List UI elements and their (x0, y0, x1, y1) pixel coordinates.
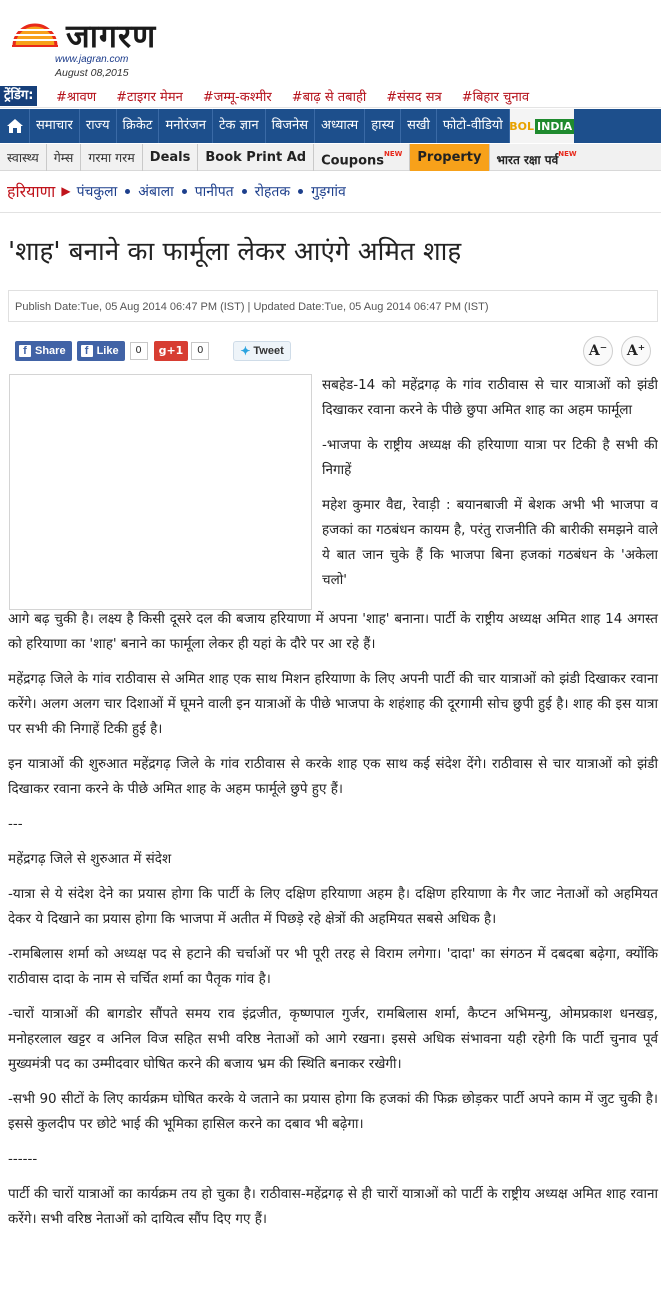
nav-item-photo-video[interactable]: फोटो-वीडियो (437, 109, 510, 143)
home-button[interactable] (0, 109, 30, 143)
trending-item[interactable]: #जम्मू-कश्मीर (202, 90, 272, 105)
article-subheading: महेंद्रगढ़ जिले से शुरुआत में संदेश (8, 851, 172, 867)
article-paragraph: -रामबिलास शर्मा को अध्यक्ष पद से हटाने की चर्चाओं पर भी पूरी तरह से विराम लगेगा। 'दादा' का संगठन में दबदबा बढ़ेगा, क्योंकि राठीवास दादा के नाम से चर्चित शर्मा का पैतृक गांव है। (8, 946, 658, 987)
twitter-bird-icon: ✦ (240, 344, 251, 358)
article-body (8, 607, 658, 1242)
subnav-item-bharat-raksha[interactable] (490, 144, 584, 171)
new-badge: NEW (384, 149, 403, 158)
nav-item-tech[interactable]: टेक ज्ञान (213, 109, 266, 143)
new-badge: NEW (558, 149, 577, 158)
site-url[interactable]: www.jagran.com (55, 54, 129, 65)
home-icon (6, 118, 24, 134)
article-paragraph: -यात्रा से ये संदेश देने का प्रयास होगा कि पार्टी के लिए दक्षिण हरियाणा अहम है। दक्षिण हरियाणा के गैर जाट नेताओं को अहमियत देकर ये दिखाने का प्रयास होगा कि भाजपा में अतीत में पिछड़े रहे क्षेत्रों की अहमियत सबसे अधिक है। (8, 886, 658, 927)
breadcrumb (7, 179, 346, 203)
main-nav (0, 109, 661, 143)
trending-item[interactable]: #बिहार चुनाव (461, 90, 530, 105)
nav-item-cricket[interactable]: क्रिकेट (117, 109, 160, 143)
site-date: August 08,2015 (55, 67, 129, 79)
trending-label: ट्रेंडिंग: (0, 86, 37, 106)
breadcrumb-city[interactable]: पानीपत (194, 183, 234, 200)
nav-item-business[interactable]: बिजनेस (266, 109, 315, 143)
article-paragraph: महेंद्रगढ़ जिले के गांव राठीवास से अमित शाह एक साथ मिशन हरियाणा के लिए अपनी पार्टी की चार यात्राओं को झंडी दिखाकर रवाना करेंगे। अलग अलग चार दिशाओं में घूमने वाली इन यात्राओं के पीछे भाजपा के शहंशाह की दूरगामी सोच छुपी हुई है। शाह की इस यात्रा पर सभी की निगाहें टिकी हुई है। (8, 671, 658, 737)
nav-item-samachar[interactable]: समाचार (30, 109, 80, 143)
bharat-label: भारत रक्षा पर्व (496, 152, 559, 167)
nav-item-hasya[interactable]: हास्य (365, 109, 401, 143)
bolindia-bol: BOL (509, 119, 535, 133)
nav-item-sakhi[interactable]: सखी (401, 109, 437, 143)
font-decrease-button[interactable]: A⁻ (583, 336, 613, 366)
facebook-like-button[interactable] (77, 341, 125, 361)
bullet-icon (298, 189, 303, 194)
facebook-share-button[interactable] (15, 341, 72, 361)
google-plus-button[interactable]: g+1 (154, 341, 189, 361)
divider (0, 212, 661, 213)
bolindia-india: INDIA (537, 119, 573, 133)
tweet-label: Tweet (253, 345, 284, 357)
sub-nav (0, 144, 661, 171)
jagran-logo[interactable] (10, 8, 210, 58)
article-paragraph: -चारों यात्राओं की बागडोर सौंपते समय राव इंद्रजीत, कृष्णपाल गुर्जर, रामबिलास शर्मा, कैप्टन अभिमन्यु, ओमप्रकाश धनखड़, मनोहरलाल खट्टर व अनिल विज सहित सभी वरिष्ठ नेताओं को आगे रखना। इससे अधिक संभावना यही रहेगी कि पार्टी चुनाव पूर्व मुख्यमंत्री पद का उम्मीदवार घोषित करने की बजाय भ्रम की स्थिति बनाकर रखेगी। (8, 1006, 658, 1072)
subnav-item-property[interactable]: Property (410, 144, 489, 171)
article-paragraph: आगे बढ़ चुकी है। लक्ष्य है किसी दूसरे दल की बजाय हरियाणा में अपना 'शाह' बनाना। पार्टी के राष्ट्रीय अध्यक्ष अमित शाह 14 अगस्त को हरियाणा का 'शाह' बनाने का फार्मूला लेकर ही यहां के दौरे पर आ रहे हैं। (8, 611, 658, 652)
trending-item[interactable]: #श्रावण (56, 90, 97, 105)
font-increase-button[interactable]: A⁺ (621, 336, 651, 366)
article-paragraph: -भाजपा के राष्ट्रीय अध्यक्ष की हरियाणा यात्रा पर टिकी है सभी की निगाहें (322, 437, 658, 478)
subnav-item-coupons[interactable] (314, 144, 410, 171)
trending-item[interactable]: #टाइगर मेमन (116, 90, 183, 105)
subnav-item-deals[interactable]: Deals (143, 144, 199, 171)
breadcrumb-city[interactable]: रोहतक (254, 183, 291, 200)
bolindia-link[interactable] (510, 109, 574, 143)
logo-text: जागरण (66, 17, 157, 55)
tweet-button[interactable] (233, 341, 290, 361)
nav-item-manoranjan[interactable]: मनोरंजन (159, 109, 213, 143)
site-header (0, 0, 661, 84)
article-dateline: Publish Date:Tue, 05 Aug 2014 06:47 PM (IST) | Updated Date:Tue, 05 Aug 2014 06:47 PM (IST) (8, 290, 658, 322)
article-headline: 'शाह' बनाने का फार्मूला लेकर आएंगे अमित शाह (8, 237, 462, 267)
subnav-item-bookprint[interactable]: Book Print Ad (198, 144, 314, 171)
article-image (9, 374, 312, 610)
breadcrumb-section[interactable]: हरियाणा (7, 182, 56, 201)
social-share-bar (15, 340, 291, 362)
gplus-count: 0 (191, 342, 209, 360)
subnav-item-health[interactable]: स्वास्थ्य (0, 144, 47, 171)
article-separator: ------ (8, 1151, 38, 1167)
trending-list (56, 84, 549, 108)
subnav-item-games[interactable]: गेम्स (47, 144, 82, 171)
article-paragraph: इन यात्राओं की शुरुआत महेंद्रगढ़ जिले के गांव राठीवास से करके शाह एक साथ कई संदेश देंगे। राठीवास से चार यात्राओं को झंडी दिखाकर रवाना करने के पीछे अमित शाह के अहम फार्मूले छुपे हुए हैं। (8, 756, 658, 797)
bullet-icon (125, 189, 130, 194)
breadcrumb-city[interactable]: अंबाला (138, 183, 174, 200)
subnav-item-garma[interactable]: गरमा गरम (81, 144, 142, 171)
article-paragraph: सबहेड-14 को महेंद्रगढ़ के गांव राठीवास से चार यात्राओं को झंडी दिखाकर रवाना करने के पीछे छुपा अमित शाह का अहम फार्मूला (322, 377, 658, 418)
nav-item-rajya[interactable]: राज्य (80, 109, 117, 143)
sun-logo-icon (10, 10, 60, 54)
facebook-icon: f (81, 345, 93, 357)
nav-item-adhyatm[interactable]: अध्यात्म (315, 109, 365, 143)
trending-item[interactable]: #संसद सत्र (386, 90, 442, 105)
breadcrumb-city[interactable]: गुड़गांव (311, 183, 346, 200)
like-count: 0 (130, 342, 148, 360)
share-label: Share (35, 345, 66, 357)
article-intro (322, 373, 658, 609)
coupons-label: Coupons (321, 152, 385, 168)
bullet-icon (182, 189, 187, 194)
trending-bar (0, 84, 661, 108)
article-paragraph: पार्टी की चारों यात्राओं का कार्यक्रम तय हो चुका है। राठीवास-महेंद्रगढ़ से ही चारों यात्राओं को पार्टी के राष्ट्रीय अध्यक्ष अमित शाह रवाना करेंगे। सभी वरिष्ठ नेताओं को दायित्व सौंप दिए गए हैं। (8, 1186, 658, 1227)
like-label: Like (96, 345, 119, 357)
breadcrumb-city[interactable]: पंचकुला (76, 183, 118, 200)
breadcrumb-arrow-icon: ▶ (61, 184, 71, 198)
article-paragraph: महेश कुमार वैद्य, रेवाड़ी : बयानबाजी में बेशक अभी भी भाजपा व हजकां का गठबंधन कायम है, परंतु राजनीति की बारीकी समझने वाले ये बात जान चुके हैं कि भाजपा बिना हजकां गठबंधन के 'अकेला चलो' (322, 497, 658, 588)
article-separator: --- (8, 816, 23, 832)
facebook-icon: f (19, 345, 31, 357)
article-paragraph: -सभी 90 सीटों के लिए कार्यक्रम घोषित करके ये जताने का प्रयास होगा कि हजकां की फिक्र छोड़कर पार्टी अपने काम में जुट चुकी है। इससे कुलदीप पर छोटे भाई की भूमिका हासिल करने का दबाव भी बढ़ेगा। (8, 1091, 658, 1132)
trending-item[interactable]: #बाढ़ से तबाही (291, 90, 367, 105)
bullet-icon (242, 189, 247, 194)
